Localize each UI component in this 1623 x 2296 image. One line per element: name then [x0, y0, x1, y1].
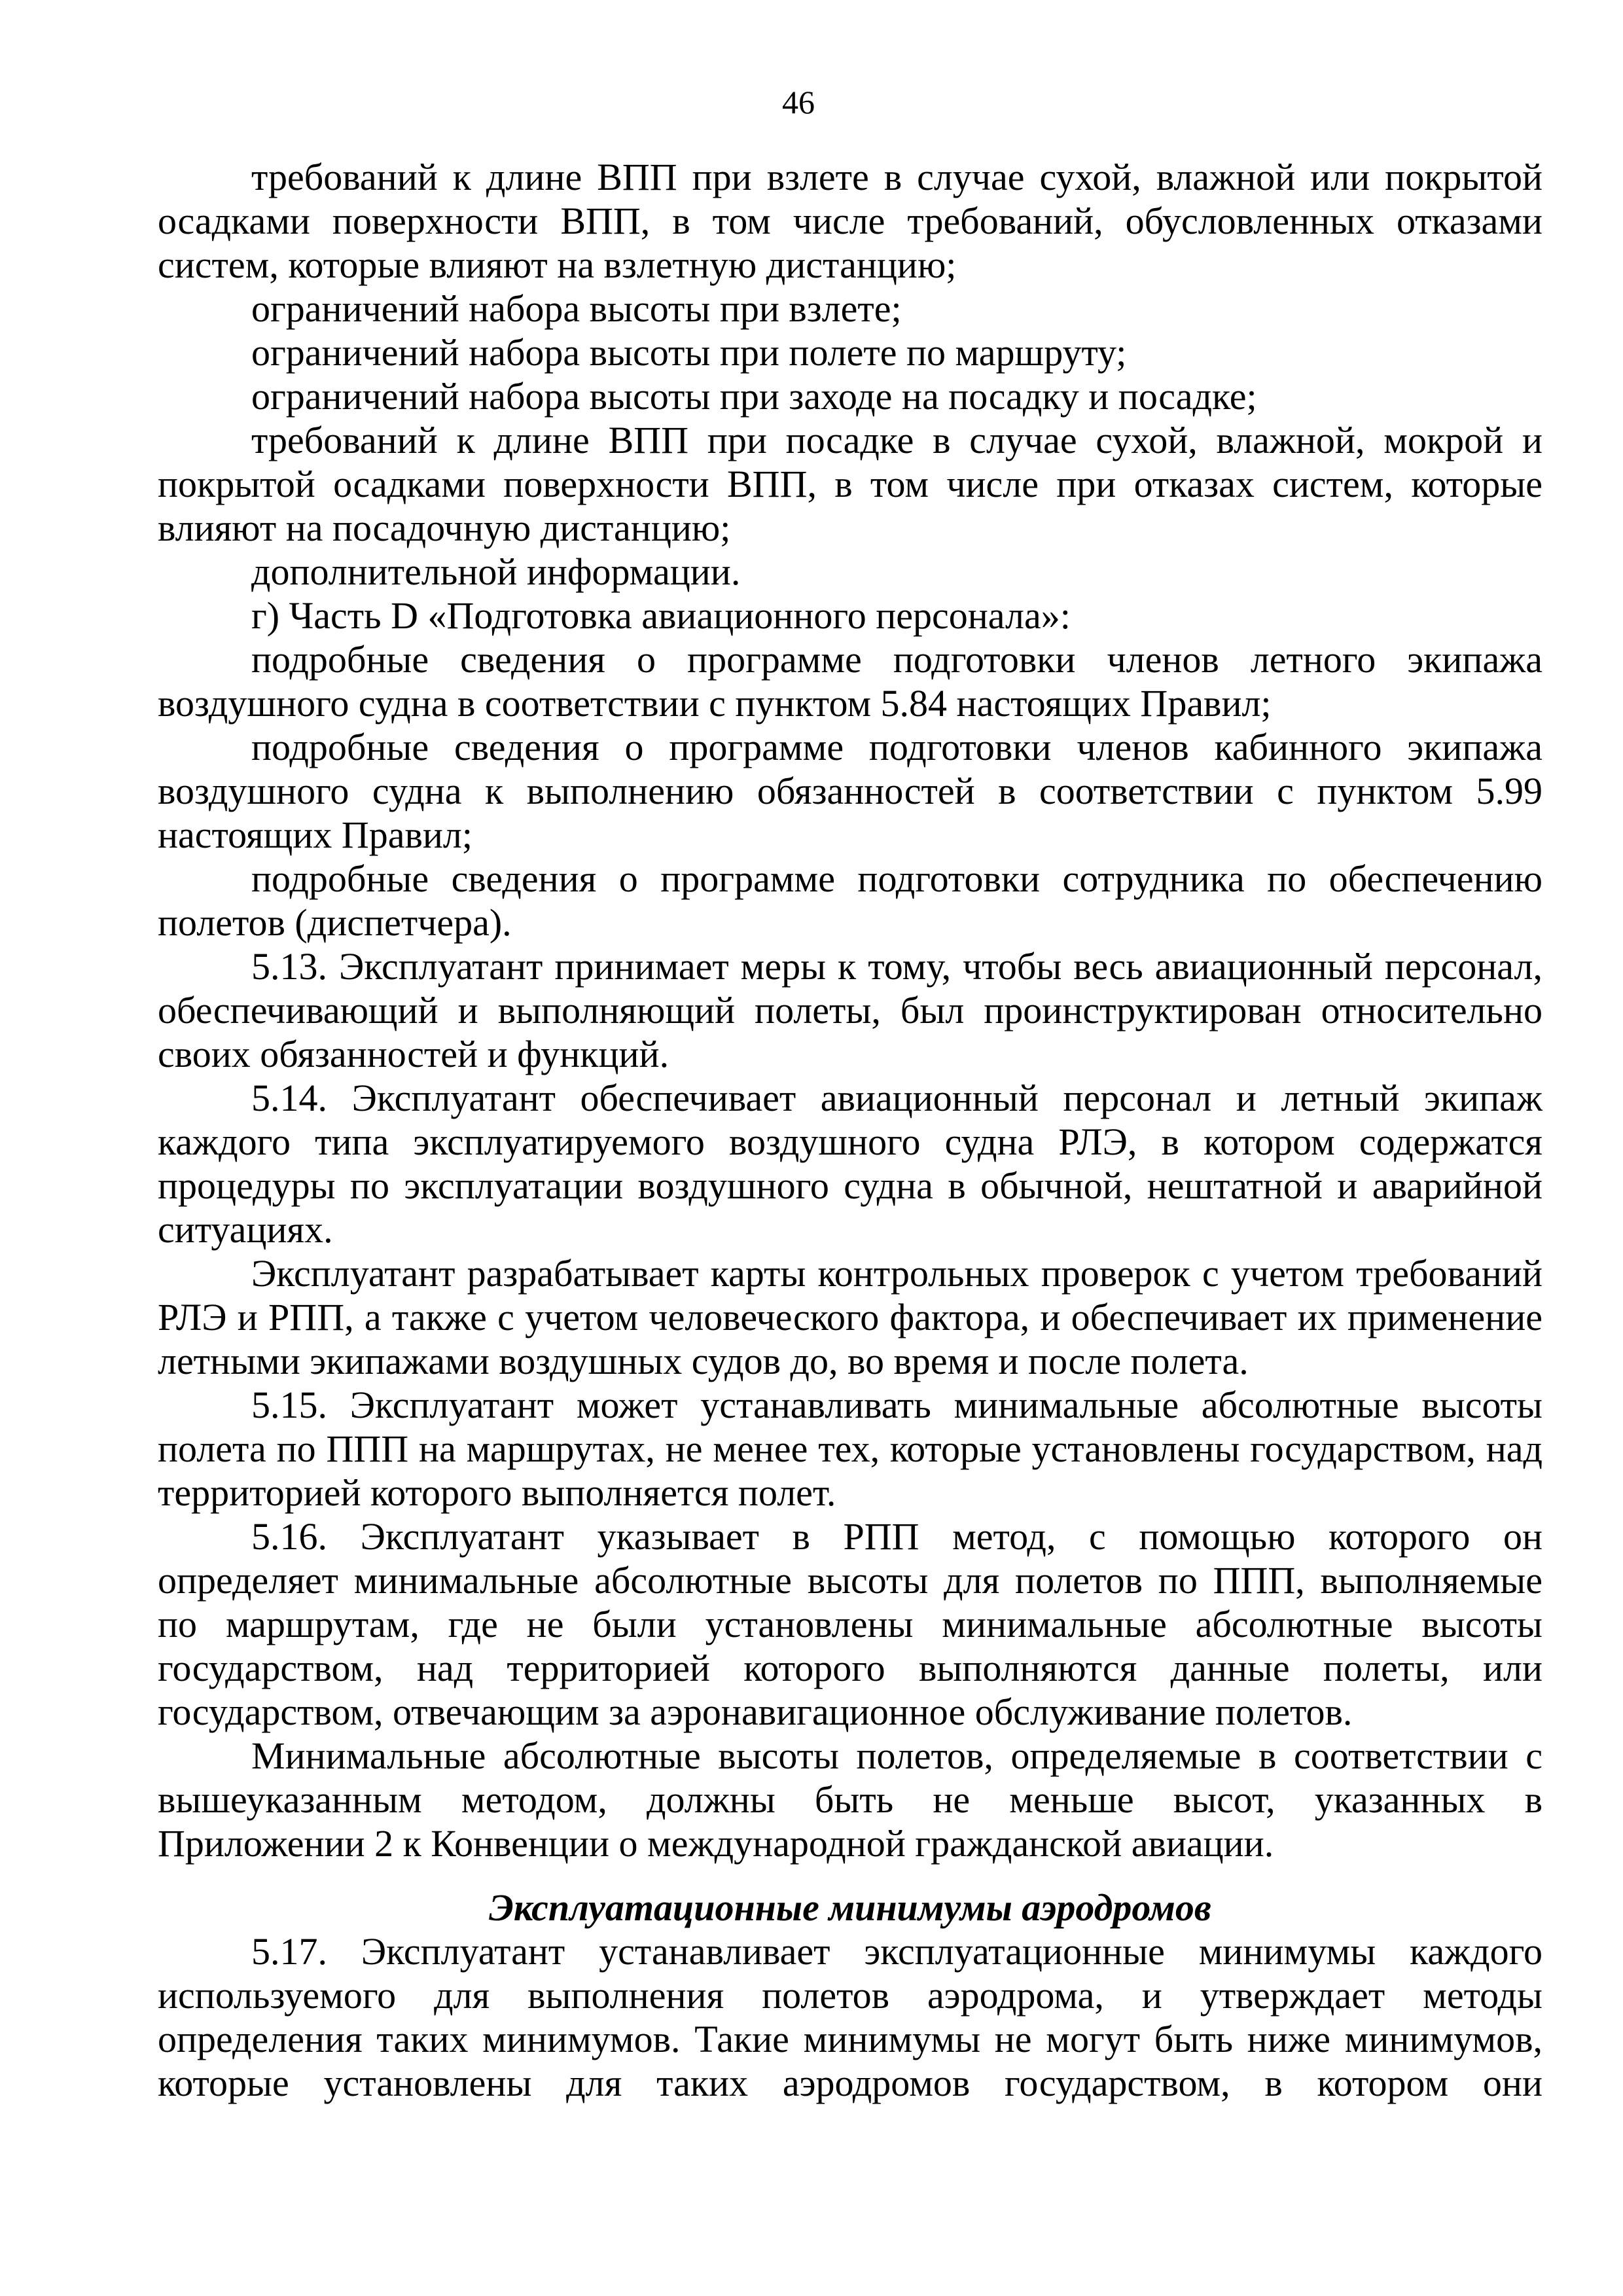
text-line: 5.15. Эксплуатант может устанавливать минимальные абсолютные высоты — [251, 1384, 1543, 1426]
paragraph — [158, 287, 1543, 331]
paragraph — [158, 1076, 1543, 1251]
text-line: ограничений набора высоты при заходе на посадку и посадке; — [251, 375, 1257, 418]
text-line: требований к длине ВПП при взлете в случае сухой, влажной или покрытой — [251, 156, 1543, 198]
text-line: подробные сведения о программе подготовки членов летного экипажа — [251, 638, 1543, 681]
text-line: подробные сведения о программе подготовки сотрудника по обеспечению — [251, 857, 1543, 900]
paragraphs-after-heading — [158, 1929, 1543, 2105]
text-line: ограничений набора высоты при полете по маршруту; — [251, 331, 1127, 374]
paragraph — [158, 594, 1543, 637]
paragraph — [158, 1251, 1543, 1383]
text-line: подробные сведения о программе подготовки членов кабинного экипажа — [251, 726, 1543, 768]
paragraph — [158, 944, 1543, 1076]
text-line: определяет минимальные абсолютные высоты для полетов по ППП, выполняемые — [158, 1559, 1543, 1602]
paragraph — [158, 637, 1543, 725]
text-line: вышеуказанным методом, должны быть не меньше высот, указанных в — [158, 1778, 1543, 1821]
text-line: Минимальные абсолютные высоты полетов, определяемые в соответствии с — [251, 1734, 1543, 1777]
paragraph — [158, 857, 1543, 944]
paragraph — [158, 155, 1543, 287]
text-line: дополнительной информации. — [251, 550, 741, 593]
text-line: требований к длине ВПП при посадке в случае сухой, влажной, мокрой и — [251, 419, 1543, 461]
text-line: настоящих Правил; — [158, 814, 473, 856]
text-line: воздушного судна к выполнению обязанностей в соответствии с пунктом 5.99 — [158, 770, 1543, 812]
paragraph — [158, 550, 1543, 594]
text-line: своих обязанностей и функций. — [158, 1033, 669, 1075]
text-line: летными экипажами воздушных судов до, во время и после полета. — [158, 1340, 1249, 1382]
text-line: 5.14. Эксплуатант обеспечивает авиационный персонал и летный экипаж — [251, 1077, 1543, 1119]
text-line: государством, над территорией которого выполняются данные полеты, или — [158, 1647, 1543, 1689]
text-line: 5.16. Эксплуатант указывает в РПП метод, с помощью которого он — [251, 1515, 1543, 1558]
section-heading: Эксплуатационные минимумы аэродромов — [489, 1886, 1211, 1929]
text-line: воздушного судна в соответствии с пунктом 5.84 настоящих Правил; — [158, 682, 1272, 725]
text-line: ограничений набора высоты при взлете; — [251, 287, 902, 330]
paragraph — [158, 1383, 1543, 1515]
text-line: г) Часть D «Подготовка авиационного персонала»: — [251, 594, 1071, 637]
text-line: полета по ППП на маршрутах, не менее тех, которые установлены государством, над — [158, 1427, 1543, 1470]
text-line: определения таких минимумов. Такие минимумы не могут быть ниже минимумов, — [158, 2018, 1543, 2060]
paragraph — [158, 725, 1543, 857]
text-line: процедуры по эксплуатации воздушного судна в обычной, нештатной и аварийной — [158, 1164, 1543, 1207]
text-line: 5.13. Эксплуатант принимает меры к тому, чтобы весь авиационный персонал, — [251, 945, 1543, 988]
text-line: Приложении 2 к Конвенции о международной гражданской авиации. — [158, 1822, 1274, 1865]
text-line: по маршрутам, где не были установлены минимальные абсолютные высоты — [158, 1603, 1543, 1645]
text-line: используемого для выполнения полетов аэродрома, и утверждает методы — [158, 1974, 1543, 2017]
text-line: полетов (диспетчера). — [158, 901, 512, 944]
paragraph — [158, 374, 1543, 418]
text-line: территорией которого выполняется полет. — [158, 1471, 836, 1514]
text-line: систем, которые влияют на взлетную дистанцию; — [158, 243, 957, 286]
paragraph — [158, 1929, 1543, 2105]
text-line: ситуациях. — [158, 1208, 333, 1251]
text-line: покрытой осадками поверхности ВПП, в том числе при отказах систем, которые — [158, 463, 1543, 505]
text-line: которые установлены для таких аэродромов государством, в котором они — [158, 2062, 1543, 2104]
paragraph — [158, 418, 1543, 550]
text-line: каждого типа эксплуатируемого воздушного судна РЛЭ, в котором содержатся — [158, 1121, 1543, 1163]
text-line: РЛЭ и РПП, а также с учетом человеческого фактора, и обеспечивает их применение — [158, 1296, 1543, 1338]
text-line: Эксплуатант разрабатывает карты контрольных проверок с учетом требований — [251, 1252, 1543, 1295]
text-line: государством, отвечающим за аэронавигационное обслуживание полетов. — [158, 1691, 1353, 1733]
text-line: осадками поверхности ВПП, в том числе требований, обусловленных отказами — [158, 200, 1543, 242]
paragraph — [158, 331, 1543, 374]
page-number: 46 — [782, 84, 815, 120]
text-line: обеспечивающий и выполняющий полеты, был проинструктирован относительно — [158, 989, 1543, 1031]
paragraph — [158, 1515, 1543, 1734]
paragraph — [158, 1734, 1543, 1865]
document-body — [158, 155, 1543, 2105]
text-line: влияют на посадочную дистанцию; — [158, 507, 731, 549]
paragraphs-before-heading — [158, 155, 1543, 1865]
text-line: 5.17. Эксплуатант устанавливает эксплуатационные минимумы каждого — [251, 1930, 1543, 1973]
